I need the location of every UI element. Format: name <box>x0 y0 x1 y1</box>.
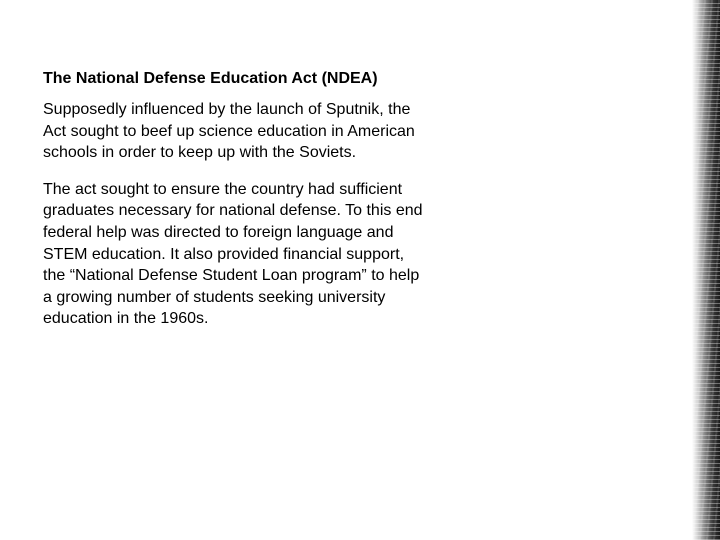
slide-content <box>43 68 423 345</box>
slide-title: The National Defense Education Act (NDEA) <box>43 70 378 87</box>
paragraph-sputnik: Supposedly influenced by the launch of Sputnik, the Act sought to beef up science education in American schools in order to keep up with the Soviets. <box>43 101 415 162</box>
decorative-edge-texture <box>692 0 720 540</box>
paragraph-ndea-goals: The act sought to ensure the country had sufficient graduates necessary for national defense. To this end federal help was directed to foreign language and STEM education. It also provided financial support, the “National Defense Student Loan program” to help a growing number of students seeking university education in the 1960s. <box>43 180 423 328</box>
